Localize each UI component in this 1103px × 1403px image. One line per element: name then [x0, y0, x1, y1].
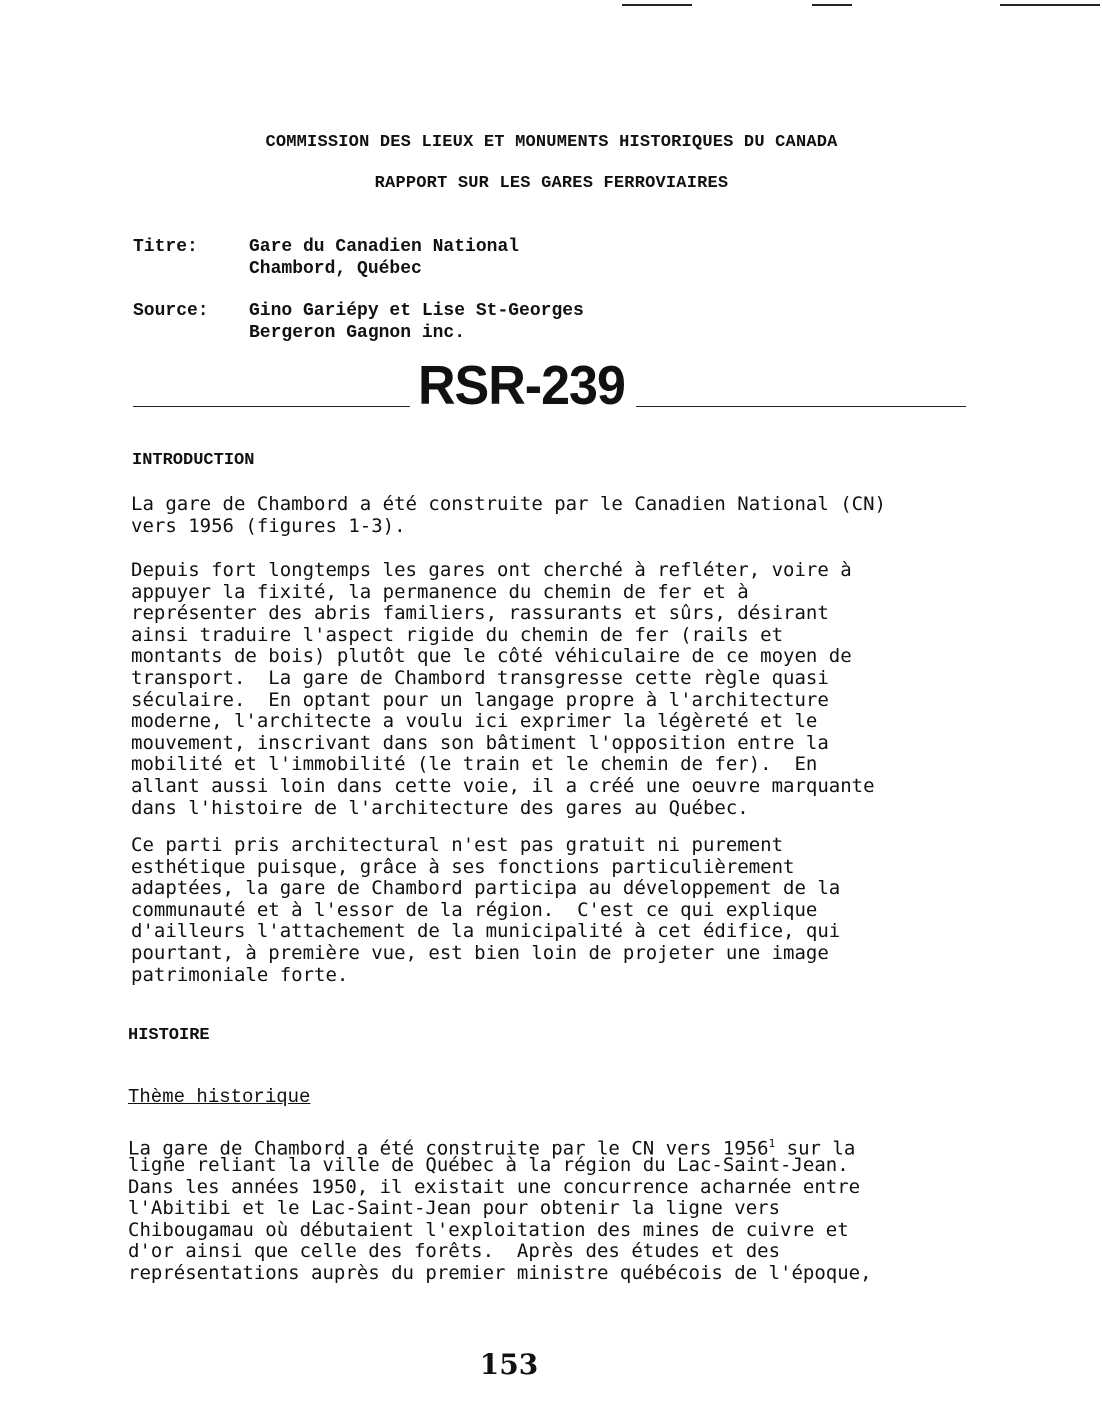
header-commission: COMMISSION DES LIEUX ET MONUMENTS HISTORIQUES DU CANADA: [265, 133, 838, 152]
source-line-1: Gino Gariépy et Lise St-Georges: [249, 301, 584, 321]
paragraph-intro: La gare de Chambord a été construite par le Canadien National (CN) vers 1956 (figures 1-3).: [131, 493, 886, 537]
paragraph-gares: Depuis fort longtemps les gares ont cherché à refléter, voire à appuyer la fixité, la permanence du chemin de fer et à représenter des abris familiers, rassurants et sûrs, désirant ainsi traduire l'aspect rigide du chemin de fer (rails et montants de bois) plutôt que le côté véhiculaire de ce moyen de transport. La gare de Chambord transgresse cette règle quasi séculaire. En optant pour un langage propre à l'architecture moderne, l'architecte a voulu ici exprimer la légèreté et le mouvement, inscrivant dans son bâtiment l'opposition entre la mobilité et l'immobilité (le train et le chemin de fer). En allant aussi loin dans cette voie, il a créé une oeuvre marquante dans l'histoire de l'architecture des gares au Québec.: [131, 559, 875, 819]
header-report-title: RAPPORT SUR LES GARES FERROVIAIRES: [374, 174, 729, 193]
scan-artifact-line: [622, 4, 692, 6]
report-code-rule-left: [133, 406, 410, 407]
paragraph-histoire: ligne reliant la ville de Québec à la région du Lac-Saint-Jean. Dans les années 1950, il existait une concurrence acharnée entre l'Abitibi et le Lac-Saint-Jean pour obtenir la ligne vers Chibougamau où débutaient l'exploitation des mines de cuivre et d'or ainsi que celle des forêts. Après des études et des représentations auprès du premier ministre québécois de l'époque,: [128, 1154, 872, 1284]
source-label: Source:: [133, 301, 209, 321]
footnote-marker: 1: [768, 1137, 776, 1150]
paragraph-histoire-start: La gare de Chambord a été construite par le CN vers 1956: [128, 1137, 769, 1160]
page-number: 153: [479, 1348, 539, 1381]
subheading-theme-historique: Thème historique: [128, 1086, 311, 1108]
scan-artifact-line: [812, 4, 852, 6]
section-heading-introduction: INTRODUCTION: [132, 451, 255, 470]
scan-artifact-line: [1000, 4, 1100, 6]
report-code-stamp: RSR-239: [418, 355, 625, 417]
report-code-rule-right: [636, 406, 966, 407]
section-heading-histoire: HISTOIRE: [128, 1026, 210, 1045]
paragraph-parti-pris: Ce parti pris architectural n'est pas gratuit ni purement esthétique puisque, grâce à ses fonctions particulièrement adaptées, la gare de Chambord participa au développement de la communauté et à l'essor de la région. C'est ce qui explique d'ailleurs l'attachement de la municipalité à cet édifice, qui pourtant, à première vue, est bien loin de projeter une image patrimoniale forte.: [131, 834, 841, 986]
title-label: Titre:: [133, 237, 198, 257]
title-line-2: Chambord, Québec: [249, 259, 422, 279]
source-line-2: Bergeron Gagnon inc.: [249, 323, 466, 343]
title-line-1: Gare du Canadien National: [249, 237, 520, 257]
paragraph-histoire-end: sur la: [775, 1137, 856, 1160]
